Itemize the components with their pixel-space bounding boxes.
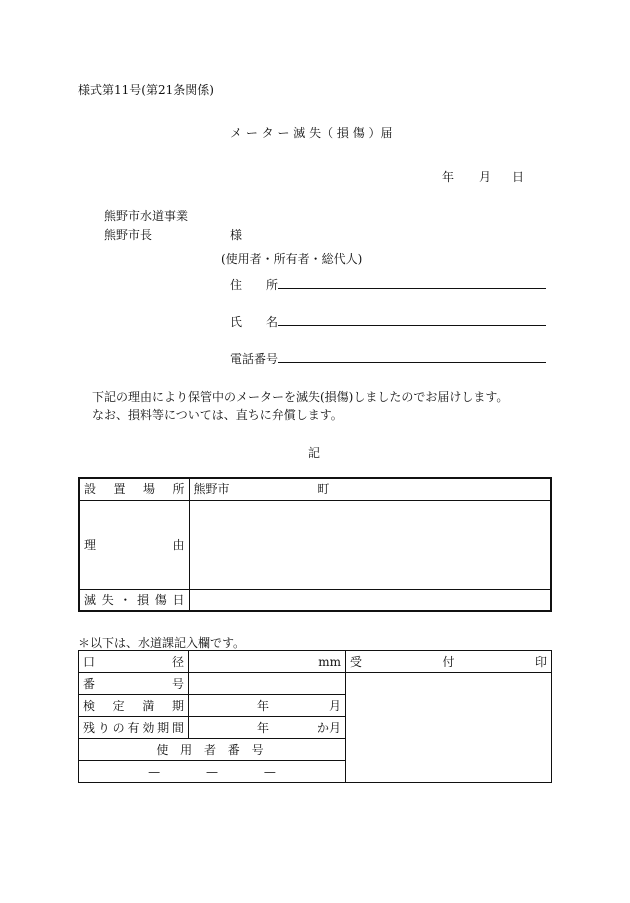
bore-label: [79, 651, 189, 673]
office-note: ＊以下は、水道課記入欄です。: [78, 636, 246, 650]
location-label-char: 設: [84, 482, 97, 497]
reception-label-char: 付: [442, 654, 455, 669]
remaining-label-char: り: [97, 720, 110, 735]
remaining-label-char: 残: [83, 720, 96, 735]
location-field[interactable]: [189, 478, 551, 500]
remaining-months: か月: [316, 720, 341, 735]
document-title: メ ー タ ー 滅 失（ 損 傷 ）届: [230, 126, 393, 140]
bore-unit: mm: [318, 654, 341, 669]
body-line1: 下記の理由により保管中のメーターを滅失(損傷)しましたのでお届けします。: [92, 390, 509, 404]
remaining-label-char: の: [112, 720, 125, 735]
inspection-year: 年: [257, 698, 270, 713]
addressee-honorific: 様: [230, 228, 243, 242]
location-label-char: 置: [113, 482, 126, 497]
address-label-2: 所: [266, 278, 279, 292]
loss-date-label-char: 日: [172, 592, 185, 607]
user-number-field[interactable]: [79, 761, 346, 783]
inspection-field[interactable]: [189, 695, 346, 717]
location-label: [79, 478, 189, 500]
record-table: [78, 477, 552, 612]
number-label: [79, 673, 189, 695]
applicant-role: (使用者・所有者・総代人): [221, 252, 363, 266]
loss-date-label-char: 失: [101, 592, 114, 607]
address-label-1: 住: [230, 278, 243, 292]
reception-label-char: 受: [350, 654, 363, 669]
inspection-month: 月: [328, 698, 341, 713]
reason-row: [79, 500, 551, 589]
addressee-line1: 熊野市水道事業: [104, 209, 189, 223]
user-number-label: [79, 739, 346, 761]
ki-heading: 記: [308, 446, 321, 460]
inspection-label: [79, 695, 189, 717]
phone-field[interactable]: [278, 362, 546, 363]
number-field[interactable]: [189, 673, 346, 695]
loss-date-label: [79, 589, 189, 611]
bore-row: [79, 651, 552, 673]
loss-date-label-char: ・: [119, 592, 132, 607]
name-label-2: 名: [266, 315, 279, 329]
number-label-char: 号: [171, 676, 184, 691]
user-number-dash: —: [206, 764, 218, 779]
body-line2: なお、損料等については、直ちに弁償します。: [92, 408, 343, 422]
phone-label: 電話番号: [230, 352, 279, 366]
date-day: 日: [512, 170, 525, 184]
name-field[interactable]: [278, 325, 546, 326]
reason-label-char: 由: [172, 537, 185, 552]
location-town: 町: [317, 482, 330, 497]
user-number-dash: —: [263, 764, 276, 779]
user-number-label-text: 使 用 者 番 号: [156, 742, 268, 757]
remaining-field[interactable]: [189, 717, 346, 739]
form-number: 様式第11号(第21条関係): [78, 83, 214, 97]
loss-date-label-char: 滅: [84, 592, 97, 607]
bore-label-char: 径: [171, 654, 184, 669]
date-year: 年: [442, 170, 455, 184]
user-number-dash: —: [148, 764, 161, 779]
remaining-year: 年: [257, 720, 270, 735]
inspection-label-char: 満: [142, 698, 155, 713]
reception-label-char: 印: [534, 654, 547, 669]
date-month: 月: [479, 170, 492, 184]
inspection-label-char: 定: [112, 698, 125, 713]
name-label-1: 氏: [230, 315, 243, 329]
addressee-line2: 熊野市長: [104, 228, 153, 242]
remaining-label-char: 期: [157, 720, 170, 735]
address-field[interactable]: [278, 288, 546, 289]
reason-field[interactable]: [189, 500, 551, 589]
remaining-label-char: 間: [171, 720, 184, 735]
loss-date-label-char: 損: [137, 592, 150, 607]
loss-date-row: [79, 589, 551, 611]
number-label-char: 番: [83, 676, 96, 691]
bore-label-char: 口: [83, 654, 96, 669]
location-city: 熊野市: [193, 482, 230, 497]
loss-date-field[interactable]: [189, 589, 551, 611]
location-row: [79, 478, 551, 500]
reason-label: [79, 500, 189, 589]
remaining-label-char: 効: [142, 720, 155, 735]
remaining-label-char: 有: [127, 720, 140, 735]
bore-field[interactable]: [189, 651, 346, 673]
remaining-label: [79, 717, 189, 739]
inspection-label-char: 期: [171, 698, 184, 713]
location-label-char: 所: [172, 482, 185, 497]
loss-date-label-char: 傷: [154, 592, 167, 607]
inspection-label-char: 検: [83, 698, 96, 713]
reception-stamp-area: [346, 673, 552, 783]
office-table: [78, 650, 552, 783]
reason-label-char: 理: [84, 537, 97, 552]
reception-label: [346, 651, 552, 673]
location-label-char: 場: [142, 482, 155, 497]
number-row: [79, 673, 552, 695]
